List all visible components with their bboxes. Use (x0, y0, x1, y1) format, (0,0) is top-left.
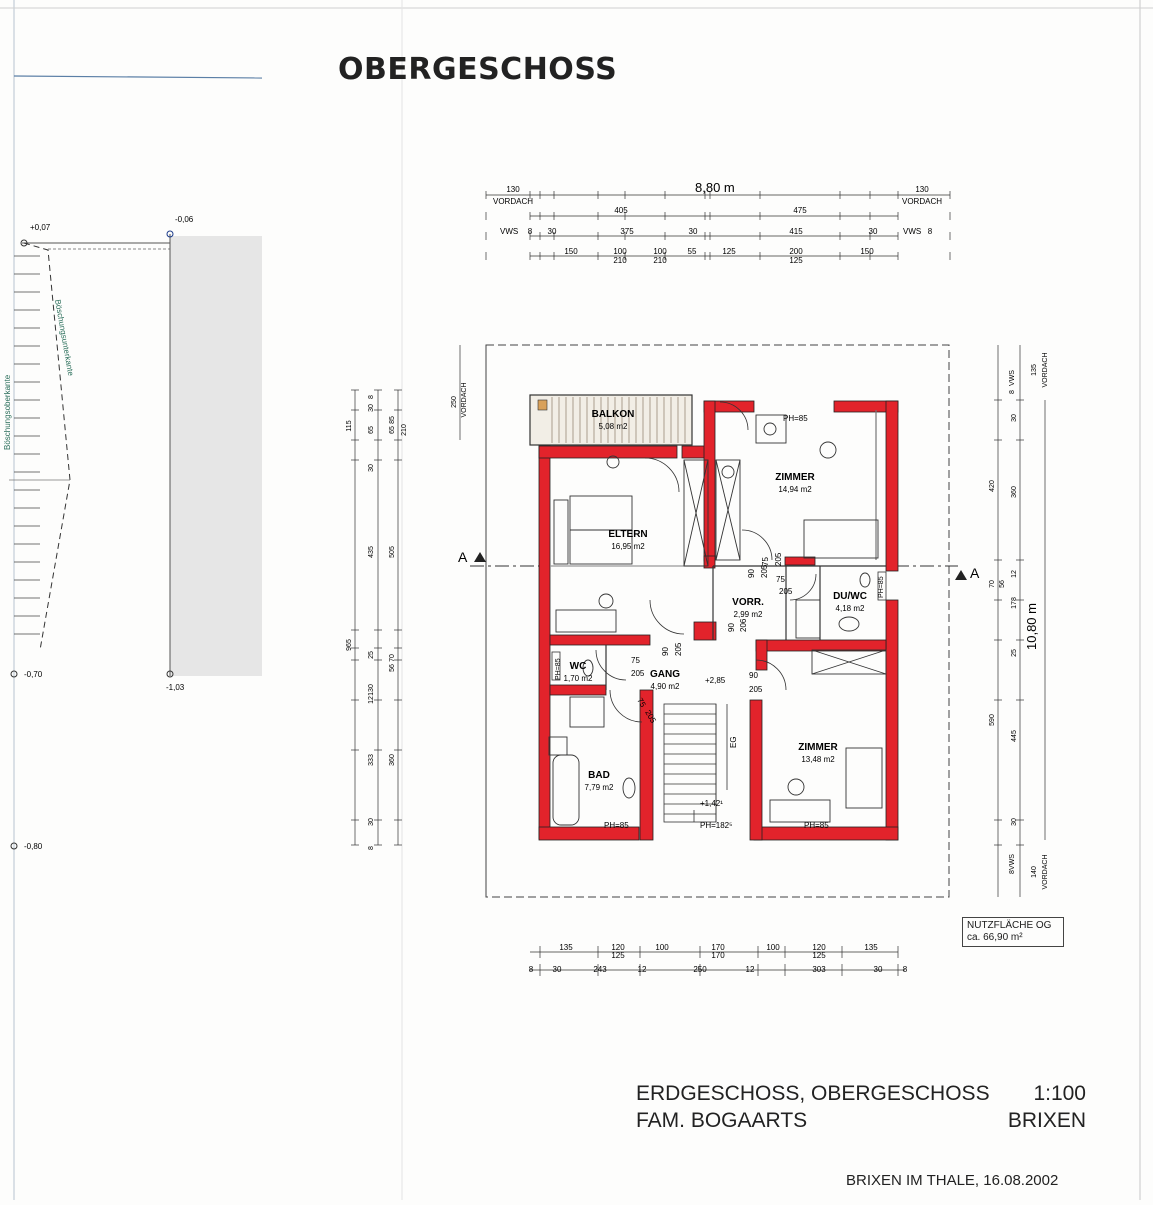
top-dimension: 375 (620, 227, 634, 236)
left-dimension: 250 (451, 396, 458, 408)
top-dimension-lines (486, 195, 950, 256)
toilet (623, 778, 635, 798)
bottom-dimension: 303 (812, 965, 826, 974)
top-dimension: 55 (687, 247, 697, 256)
wall-zimmer-corner (756, 640, 767, 670)
desk (770, 800, 830, 822)
door-dimension: 205 (674, 642, 683, 656)
door-dimension: 75 (776, 575, 785, 584)
level-gang: +2,85 (705, 676, 726, 685)
top-dimension-ticks (486, 191, 950, 260)
slope-label-lower: Böschungsunterkante (53, 298, 76, 377)
top-dimension: 210 (653, 256, 667, 265)
single-bed (846, 748, 882, 808)
right-dimension: 445 (1011, 730, 1018, 742)
sink (839, 617, 859, 631)
ph-zimmer: PH=85 (804, 821, 829, 830)
section-marker-right: A (970, 565, 980, 581)
desk (756, 415, 786, 443)
right-dimension: 420 (989, 480, 996, 492)
desk (556, 610, 616, 632)
slope-ticks (14, 256, 40, 634)
room-area: 4,90 m2 (650, 682, 680, 691)
wall-wc-south (550, 685, 606, 695)
bottom-dimension: 135 (559, 943, 573, 952)
title-block-scale: 1:100 (1033, 1082, 1086, 1105)
sink (549, 737, 567, 755)
door-swing (610, 690, 642, 722)
bed-head (554, 500, 568, 564)
level-label: +0,07 (30, 223, 51, 232)
left-dimension: 130 (368, 684, 375, 696)
door-dimension: 90 (661, 647, 670, 656)
room-name: ZIMMER (798, 742, 838, 753)
bottom-dimension-labels (529, 943, 908, 974)
left-dimension: 30 (368, 404, 375, 412)
left-dimension-lines (355, 345, 460, 845)
left-dimension: 30 (368, 818, 375, 826)
left-dimension: 8 (368, 395, 375, 399)
title-block-client: FAM. BOGAARTS (636, 1109, 808, 1132)
left-dimension: VORDACH (461, 382, 468, 418)
bottom-dimension: 125 (812, 951, 826, 960)
section-marker-left: A (458, 549, 468, 565)
title-block (636, 1082, 1086, 1136)
right-dimension: 56 (999, 580, 1006, 588)
room-name: WC (569, 661, 587, 672)
room-name: GANG (650, 669, 680, 680)
wall-west (539, 446, 550, 839)
door-dimension: 90 (749, 671, 758, 680)
left-dimension: 70 (389, 654, 396, 662)
top-dimension: 210 (613, 256, 627, 265)
bottom-dimension: 170 (711, 943, 725, 952)
top-dimension: 125 (789, 256, 803, 265)
ph-bad: PH=85 (604, 821, 629, 830)
bathtub (553, 755, 579, 825)
left-dimension: 360 (389, 754, 396, 766)
top-dimension: 130 (915, 185, 929, 194)
toilet (860, 573, 870, 587)
title-block-plan: ERDGESCHOSS, OBERGESCHOSS (636, 1082, 990, 1105)
right-dimension: 140 (1031, 866, 1038, 878)
bottom-dimension: 243 (593, 965, 607, 974)
left-dimension-ticks (351, 390, 402, 845)
wall-zimmer-north (756, 640, 886, 651)
door-dimension: 205 (631, 669, 645, 678)
wall-east-lower (886, 600, 898, 840)
top-dimension: 415 (789, 227, 803, 236)
top-dimension: VWS (500, 227, 519, 236)
door-dimension: 205 (774, 552, 783, 566)
date-line: BRIXEN IM THALE, 16.08.2002 (846, 1172, 1059, 1189)
shower (570, 697, 604, 727)
section-arrow (474, 552, 486, 562)
door-dimension: 90 (747, 569, 756, 578)
title-block-place: BRIXEN (1007, 1109, 1086, 1132)
room-area: 13,48 m2 (801, 755, 835, 764)
door-dimension: 75 (631, 656, 640, 665)
usable-area-label: NUTZFLÄCHE OG (967, 920, 1052, 931)
bottom-dimension: 120 (611, 943, 625, 952)
top-dimension: 200 (789, 247, 803, 256)
chair (820, 442, 836, 458)
right-dimension: 8 (1009, 390, 1016, 394)
single-bed (804, 520, 878, 558)
room-name: ELTERN (608, 529, 648, 540)
door-swing (650, 600, 684, 634)
section-arrow (955, 570, 967, 580)
balcony-post (538, 400, 547, 410)
chair (764, 423, 776, 435)
top-dimension: 100 (653, 247, 667, 256)
site-line (14, 76, 262, 78)
left-dimension: 115 (346, 420, 353, 432)
left-dimension: 965 (346, 639, 353, 651)
left-dimension: 85 (389, 416, 396, 424)
bottom-dimension: 250 (693, 965, 707, 974)
right-dimension: VORDACH (1042, 854, 1049, 890)
top-dimension-labels (493, 185, 942, 265)
door-dimension: 205 (643, 708, 658, 725)
left-dimension: 25 (368, 651, 375, 659)
room-name: ZIMMER (775, 472, 815, 483)
left-dimension: 505 (389, 546, 396, 558)
top-dimension: 8 (927, 227, 933, 236)
top-dimension: 8 (527, 227, 533, 236)
bottom-dimension: 8 (902, 965, 908, 974)
stair-label: EG (729, 736, 738, 748)
site-section (3, 215, 262, 851)
bottom-dimension: 30 (873, 965, 883, 974)
right-dimension: 30 (1011, 414, 1018, 422)
room-name: DU/WC (833, 591, 867, 602)
bottom-dimension: 12 (745, 965, 755, 974)
door-dimension: 205 (779, 587, 793, 596)
right-dimension: 135 (1031, 364, 1038, 376)
right-dimension-ticks (994, 400, 1024, 845)
left-dimension: 56 (389, 664, 396, 672)
right-dimension: 178 (1011, 597, 1018, 609)
right-dimension: 25 (1011, 649, 1018, 657)
balcony-outline (530, 395, 692, 445)
bottom-dimension: 100 (655, 943, 669, 952)
right-dimension: VWS (1009, 854, 1016, 870)
bottom-dimension: 12 (637, 965, 647, 974)
plant (722, 466, 734, 478)
left-dimension: 65 (389, 426, 396, 434)
left-dimension-labels (346, 382, 468, 849)
room-area: 2,99 m2 (733, 610, 763, 619)
ph-du: PH=85 (878, 576, 885, 598)
usable-area-box (962, 917, 1064, 947)
top-dimension: 130 (506, 185, 520, 194)
door-dimension: 205 (749, 685, 763, 694)
right-dimension: 8 (1009, 870, 1016, 874)
door-swing (790, 574, 816, 600)
overall-width: 8,80 m (695, 180, 735, 195)
ph-top: PH=85 (783, 414, 808, 423)
ph-stair: PH=182⁵ (700, 821, 733, 830)
top-dimension: 150 (564, 247, 578, 256)
overall-depth: 10,80 m (1024, 603, 1039, 650)
level-stair: +1,42¹ (700, 799, 723, 808)
top-dimension: 30 (688, 227, 698, 236)
terrain-fill (170, 236, 262, 676)
top-dimension: 405 (614, 206, 628, 215)
bottom-dimension: 120 (812, 943, 826, 952)
top-dimension: 150 (860, 247, 874, 256)
right-dimension: 30 (1011, 818, 1018, 826)
bottom-dimension: 100 (766, 943, 780, 952)
left-dimension: 435 (368, 546, 375, 558)
left-dimension: 210 (401, 424, 408, 436)
left-dimension: 8 (368, 846, 375, 850)
level-label: -0,06 (175, 215, 194, 224)
right-dimension: VORDACH (1042, 352, 1049, 388)
level-label: -1,03 (166, 683, 185, 692)
level-label: -0,70 (24, 670, 43, 679)
right-dimension: VWS (1009, 370, 1016, 386)
room-area: 1,70 m2 (563, 674, 593, 683)
door-swing (596, 650, 626, 680)
top-dimension: 125 (722, 247, 736, 256)
chair (788, 779, 804, 795)
left-dimension: 30 (368, 464, 375, 472)
top-dimension: 30 (547, 227, 557, 236)
bottom-dimension: 170 (711, 951, 725, 960)
shower (796, 600, 820, 638)
door-dimension: 90 (727, 623, 736, 632)
wall-gang-north (550, 635, 650, 645)
bottom-dimension: 30 (552, 965, 562, 974)
left-dimension: 12 (368, 696, 375, 704)
bottom-dimension: 8 (528, 965, 534, 974)
room-area: 7,79 m2 (584, 783, 614, 792)
top-dimension: VORDACH (901, 197, 943, 206)
slope-label-upper: Böschungsoberkante (3, 374, 12, 450)
door-dimension: 205 (760, 564, 769, 578)
top-dimension: 100 (613, 247, 627, 256)
bottom-dimension: 125 (611, 951, 625, 960)
door-dimension: 75 (635, 696, 648, 709)
wall-core-upper (704, 401, 715, 561)
top-dimension: 475 (793, 206, 807, 215)
door-swing (742, 530, 772, 560)
door-dimension: 206 (739, 618, 748, 632)
left-dimension: 333 (368, 754, 375, 766)
level-label: -0,80 (24, 842, 43, 851)
room-area: 5,08 m2 (598, 422, 628, 431)
right-dimension: 360 (1011, 486, 1018, 498)
right-dimension: 70 (989, 580, 996, 588)
usable-area-value: ca. 66,90 m² (967, 932, 1023, 943)
chair (599, 594, 613, 608)
wall-stair-east (750, 700, 762, 840)
wall-north-left (539, 446, 677, 458)
top-dimension: 30 (868, 227, 878, 236)
page-title: OBERGESCHOSS (338, 52, 618, 87)
room-name: BALKON (591, 409, 635, 420)
bottom-dimension: 135 (864, 943, 878, 952)
door-swing (645, 458, 679, 492)
room-name: VORR. (732, 597, 764, 608)
room-name: BAD (588, 770, 610, 781)
left-dimension: 65 (368, 426, 375, 434)
room-area: 14,94 m2 (778, 485, 812, 494)
top-dimension: VORDACH (492, 197, 534, 206)
top-dimension: VWS (903, 227, 922, 236)
wall-east-upper (886, 401, 898, 571)
right-dimension: 12 (1011, 570, 1018, 578)
room-area: 4,18 m2 (835, 604, 865, 613)
ph-wc: PH=85 (555, 658, 562, 680)
room-area: 16,95 m2 (611, 542, 645, 551)
door-dimension: 75 (761, 557, 770, 566)
right-dimension: 590 (989, 714, 996, 726)
